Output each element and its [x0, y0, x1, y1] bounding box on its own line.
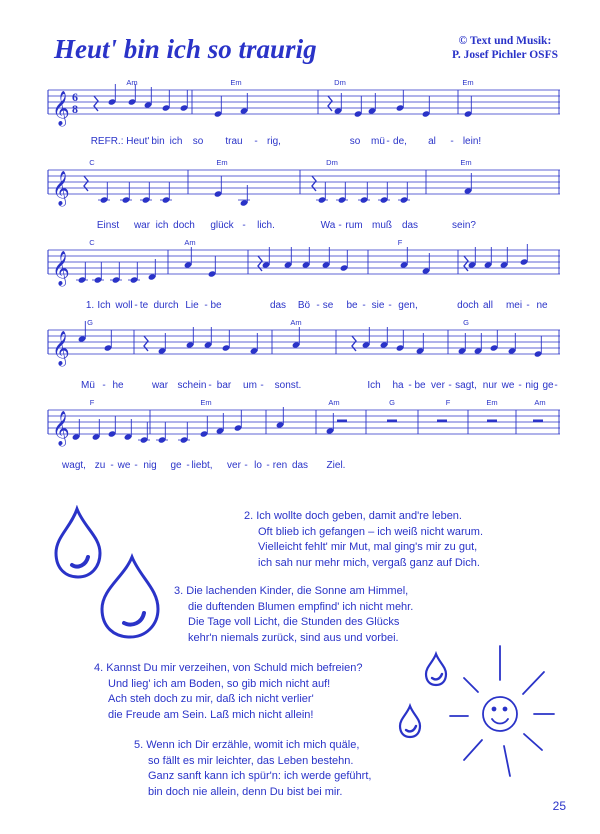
- lyric-syllable: -: [388, 300, 392, 311]
- lyric-syllable: REFR.: Heut': [90, 136, 150, 147]
- lyric-syllable: wagt,: [62, 460, 86, 471]
- verse-line: Ich wollte doch geben, damit and're leben.: [256, 510, 462, 522]
- verse-number: 2.: [244, 510, 254, 522]
- verse-3: [174, 584, 413, 646]
- lyric-syllable: -: [102, 380, 106, 391]
- lyric-syllable: de,: [393, 136, 407, 147]
- verse-4: [94, 661, 362, 723]
- lyric-syllable: -: [448, 380, 452, 391]
- verse-line: Die lachenden Kinder, die Sonne am Himmel,: [186, 585, 409, 597]
- lyric-syllable: durch: [153, 300, 179, 311]
- credit-line-2: P. Josef Pichler OSFS: [451, 49, 558, 61]
- lyric-syllable: ge: [542, 380, 554, 391]
- lyric-syllable: bar: [216, 380, 232, 391]
- lyric-syllable: -: [186, 460, 190, 471]
- chord-symbol: Am: [126, 78, 138, 87]
- svg-text:𝄞: 𝄞: [52, 91, 70, 126]
- lyric-syllable: -: [362, 300, 366, 311]
- lyric-syllable: lein!: [462, 136, 482, 147]
- chord-symbol: Dm: [326, 158, 338, 167]
- verse-line: Vielleicht fehlt' mir Mut, mal ging's mir zu gut,: [258, 541, 478, 553]
- svg-text:𝄞: 𝄞: [52, 251, 70, 286]
- sun-and-drops-illustration: [392, 636, 560, 786]
- svg-text:8: 8: [72, 102, 78, 116]
- lyric-syllable: woll: [115, 300, 133, 311]
- lyric-syllable: doch: [457, 300, 479, 311]
- song-title: Heut' bin ich so traurig: [54, 34, 317, 64]
- lyric-syllable: se: [322, 300, 334, 311]
- verse-line: die duftenden Blumen empfind' ich nicht mehr.: [188, 600, 414, 613]
- chord-symbol: Em: [486, 398, 498, 407]
- lyric-syllable: sonst.: [274, 380, 302, 391]
- lyric-syllable: Lie: [185, 300, 199, 311]
- lyric-syllable: -: [134, 460, 138, 471]
- chord-symbol: G: [389, 398, 395, 407]
- lyric-syllable: -: [450, 136, 454, 147]
- verse-line: Ganz sanft kann ich spür'n: ich werde geführt,: [148, 770, 372, 782]
- lyric-syllable: um: [243, 380, 257, 391]
- staff-5: [48, 398, 560, 498]
- lyric-syllable: ich: [155, 220, 169, 231]
- lyric-syllable: sagt,: [455, 380, 477, 391]
- lyric-syllable: all: [482, 300, 494, 311]
- lyric-syllable: das: [401, 220, 419, 231]
- chord-symbol: Em: [462, 78, 474, 87]
- chord-symbol: Em: [216, 158, 228, 167]
- verse-line: Die Tage voll Licht, die Stunden des Glücks: [188, 616, 400, 628]
- lyric-syllable: Einst: [96, 220, 120, 231]
- lyric-syllable: sie: [371, 300, 385, 311]
- lyric-syllable: -: [554, 380, 558, 391]
- lyric-syllable: so: [349, 136, 361, 147]
- lyric-syllable: liebt,: [191, 460, 213, 471]
- verse-line: ich sah nur mehr mich, vergaß ganz auf Dich.: [258, 556, 480, 569]
- chord-symbol: G: [87, 318, 93, 327]
- lyric-syllable: sein?: [452, 220, 476, 231]
- lyric-syllable: mü: [371, 136, 385, 147]
- lyric-syllable: doch: [173, 220, 195, 231]
- lyric-syllable: -: [134, 300, 138, 311]
- verse-number: 5.: [134, 739, 144, 751]
- lyric-syllable: -: [208, 380, 212, 391]
- lyric-syllable: schein: [177, 380, 207, 391]
- lyric-syllable: -: [254, 136, 258, 147]
- verse-number: 4.: [94, 662, 104, 674]
- verse-number: 3.: [174, 585, 184, 597]
- verse-line: Oft blieb ich gefangen – ich weiß nicht warum.: [258, 525, 484, 538]
- lyric-syllable: war: [133, 220, 151, 231]
- chord-symbol: Em: [230, 78, 242, 87]
- verse-line: die Freude am Sein. Laß mich nicht allein!: [108, 708, 314, 721]
- lyric-syllable: nig: [525, 380, 539, 391]
- lyric-syllable: ich: [169, 136, 183, 147]
- lyric-syllable: -: [316, 300, 320, 311]
- lyric-syllable: ne: [536, 300, 548, 311]
- lyric-syllable: Mü: [81, 380, 95, 391]
- verse-5: [134, 738, 371, 800]
- svg-text:6: 6: [72, 90, 78, 104]
- chord-symbol: Dm: [334, 78, 346, 87]
- page-number: 25: [552, 799, 566, 813]
- lyric-syllable: -: [110, 460, 114, 471]
- chord-symbol: F: [445, 398, 451, 407]
- lyric-syllable: muß: [372, 220, 392, 231]
- verse-line: bin doch nie allein, denn Du bist bei mir.: [148, 785, 343, 798]
- lyric-syllable: we: [501, 380, 515, 391]
- lyric-syllable: lo: [254, 460, 262, 471]
- lyric-syllable: Ziel.: [326, 460, 346, 471]
- chord-symbol: F: [89, 398, 95, 407]
- chord-symbol: C: [89, 238, 95, 247]
- music-system-5: [48, 398, 560, 498]
- lyric-syllable: be: [210, 300, 222, 311]
- lyric-syllable: ge: [170, 460, 182, 471]
- lyric-syllable: Wa: [320, 220, 336, 231]
- lyric-syllable: glück: [210, 220, 234, 231]
- lyric-syllable: -: [386, 136, 390, 147]
- lyric-syllable: -: [244, 460, 248, 471]
- lyric-syllable: -: [408, 380, 412, 391]
- lyric-syllable: mei: [505, 300, 523, 311]
- svg-text:𝄞: 𝄞: [52, 331, 70, 366]
- lyric-syllable: so: [192, 136, 204, 147]
- lyric-syllable: gen,: [398, 300, 418, 311]
- chord-symbol: Am: [328, 398, 340, 407]
- lyric-syllable: rum: [345, 220, 363, 231]
- lyric-syllable: -: [204, 300, 208, 311]
- verse-line: Kannst Du mir verzeihen, von Schuld mich befreien?: [106, 662, 363, 674]
- verse-line: Ach steh doch zu mir, daß ich nicht verlier': [108, 693, 314, 705]
- chord-symbol: C: [89, 158, 95, 167]
- song-credit: [452, 34, 558, 62]
- lyric-syllable: ha: [392, 380, 404, 391]
- lyric-syllable: ren: [272, 460, 288, 471]
- lyric-syllable: -: [266, 460, 270, 471]
- lyric-syllable: ver: [227, 460, 241, 471]
- chord-symbol: Am: [184, 238, 196, 247]
- lyric-syllable: te: [139, 300, 149, 311]
- lyric-syllable: das: [269, 300, 287, 311]
- verse-line: so fällt es mir leichter, das Leben bestehn.: [148, 754, 354, 767]
- lyric-syllable: be: [346, 300, 358, 311]
- lyric-syllable: bin: [151, 136, 165, 147]
- chord-symbol: G: [463, 318, 469, 327]
- lyric-syllable: he: [112, 380, 124, 391]
- verse-line: kehr'n niemals zurück, sind aus und vorbei.: [188, 631, 399, 644]
- verse-2: [244, 509, 483, 571]
- chord-symbol: Am: [290, 318, 302, 327]
- lyric-syllable: -: [526, 300, 530, 311]
- lyric-syllable: -: [518, 380, 522, 391]
- lyric-syllable: lich.: [257, 220, 275, 231]
- water-drops-illustration: [44, 505, 174, 645]
- lyric-syllable: -: [260, 380, 264, 391]
- lyric-syllable: 1.: [85, 300, 95, 311]
- lyric-syllable: be: [414, 380, 426, 391]
- lyric-syllable: Bö: [297, 300, 311, 311]
- chord-symbol: F: [397, 238, 403, 247]
- verse-line: Wenn ich Dir erzähle, womit ich mich quäle,: [146, 739, 360, 751]
- svg-text:𝄞: 𝄞: [52, 411, 70, 446]
- chord-symbol: Am: [534, 398, 546, 407]
- lyric-syllable: zu: [94, 460, 106, 471]
- verse-line: Und lieg' ich am Boden, so gib mich nicht auf!: [108, 677, 331, 690]
- lyric-syllable: Ich: [367, 380, 381, 391]
- svg-text:𝄞: 𝄞: [52, 171, 70, 206]
- lyric-syllable: rig,: [267, 136, 281, 147]
- lyric-syllable: nur: [482, 380, 498, 391]
- chord-symbol: Em: [460, 158, 472, 167]
- lyric-syllable: das: [291, 460, 309, 471]
- lyric-syllable: al: [428, 136, 436, 147]
- lyric-syllable: trau: [225, 136, 243, 147]
- chord-symbol: Em: [200, 398, 212, 407]
- lyric-syllable: war: [151, 380, 169, 391]
- lyric-syllable: -: [242, 220, 246, 231]
- lyric-syllable: ver: [431, 380, 445, 391]
- credit-line-1: © Text und Musik:: [458, 35, 552, 47]
- lyric-syllable: nig: [143, 460, 157, 471]
- lyric-syllable: we: [117, 460, 131, 471]
- lyric-syllable: -: [338, 220, 342, 231]
- lyric-syllable: Ich: [97, 300, 111, 311]
